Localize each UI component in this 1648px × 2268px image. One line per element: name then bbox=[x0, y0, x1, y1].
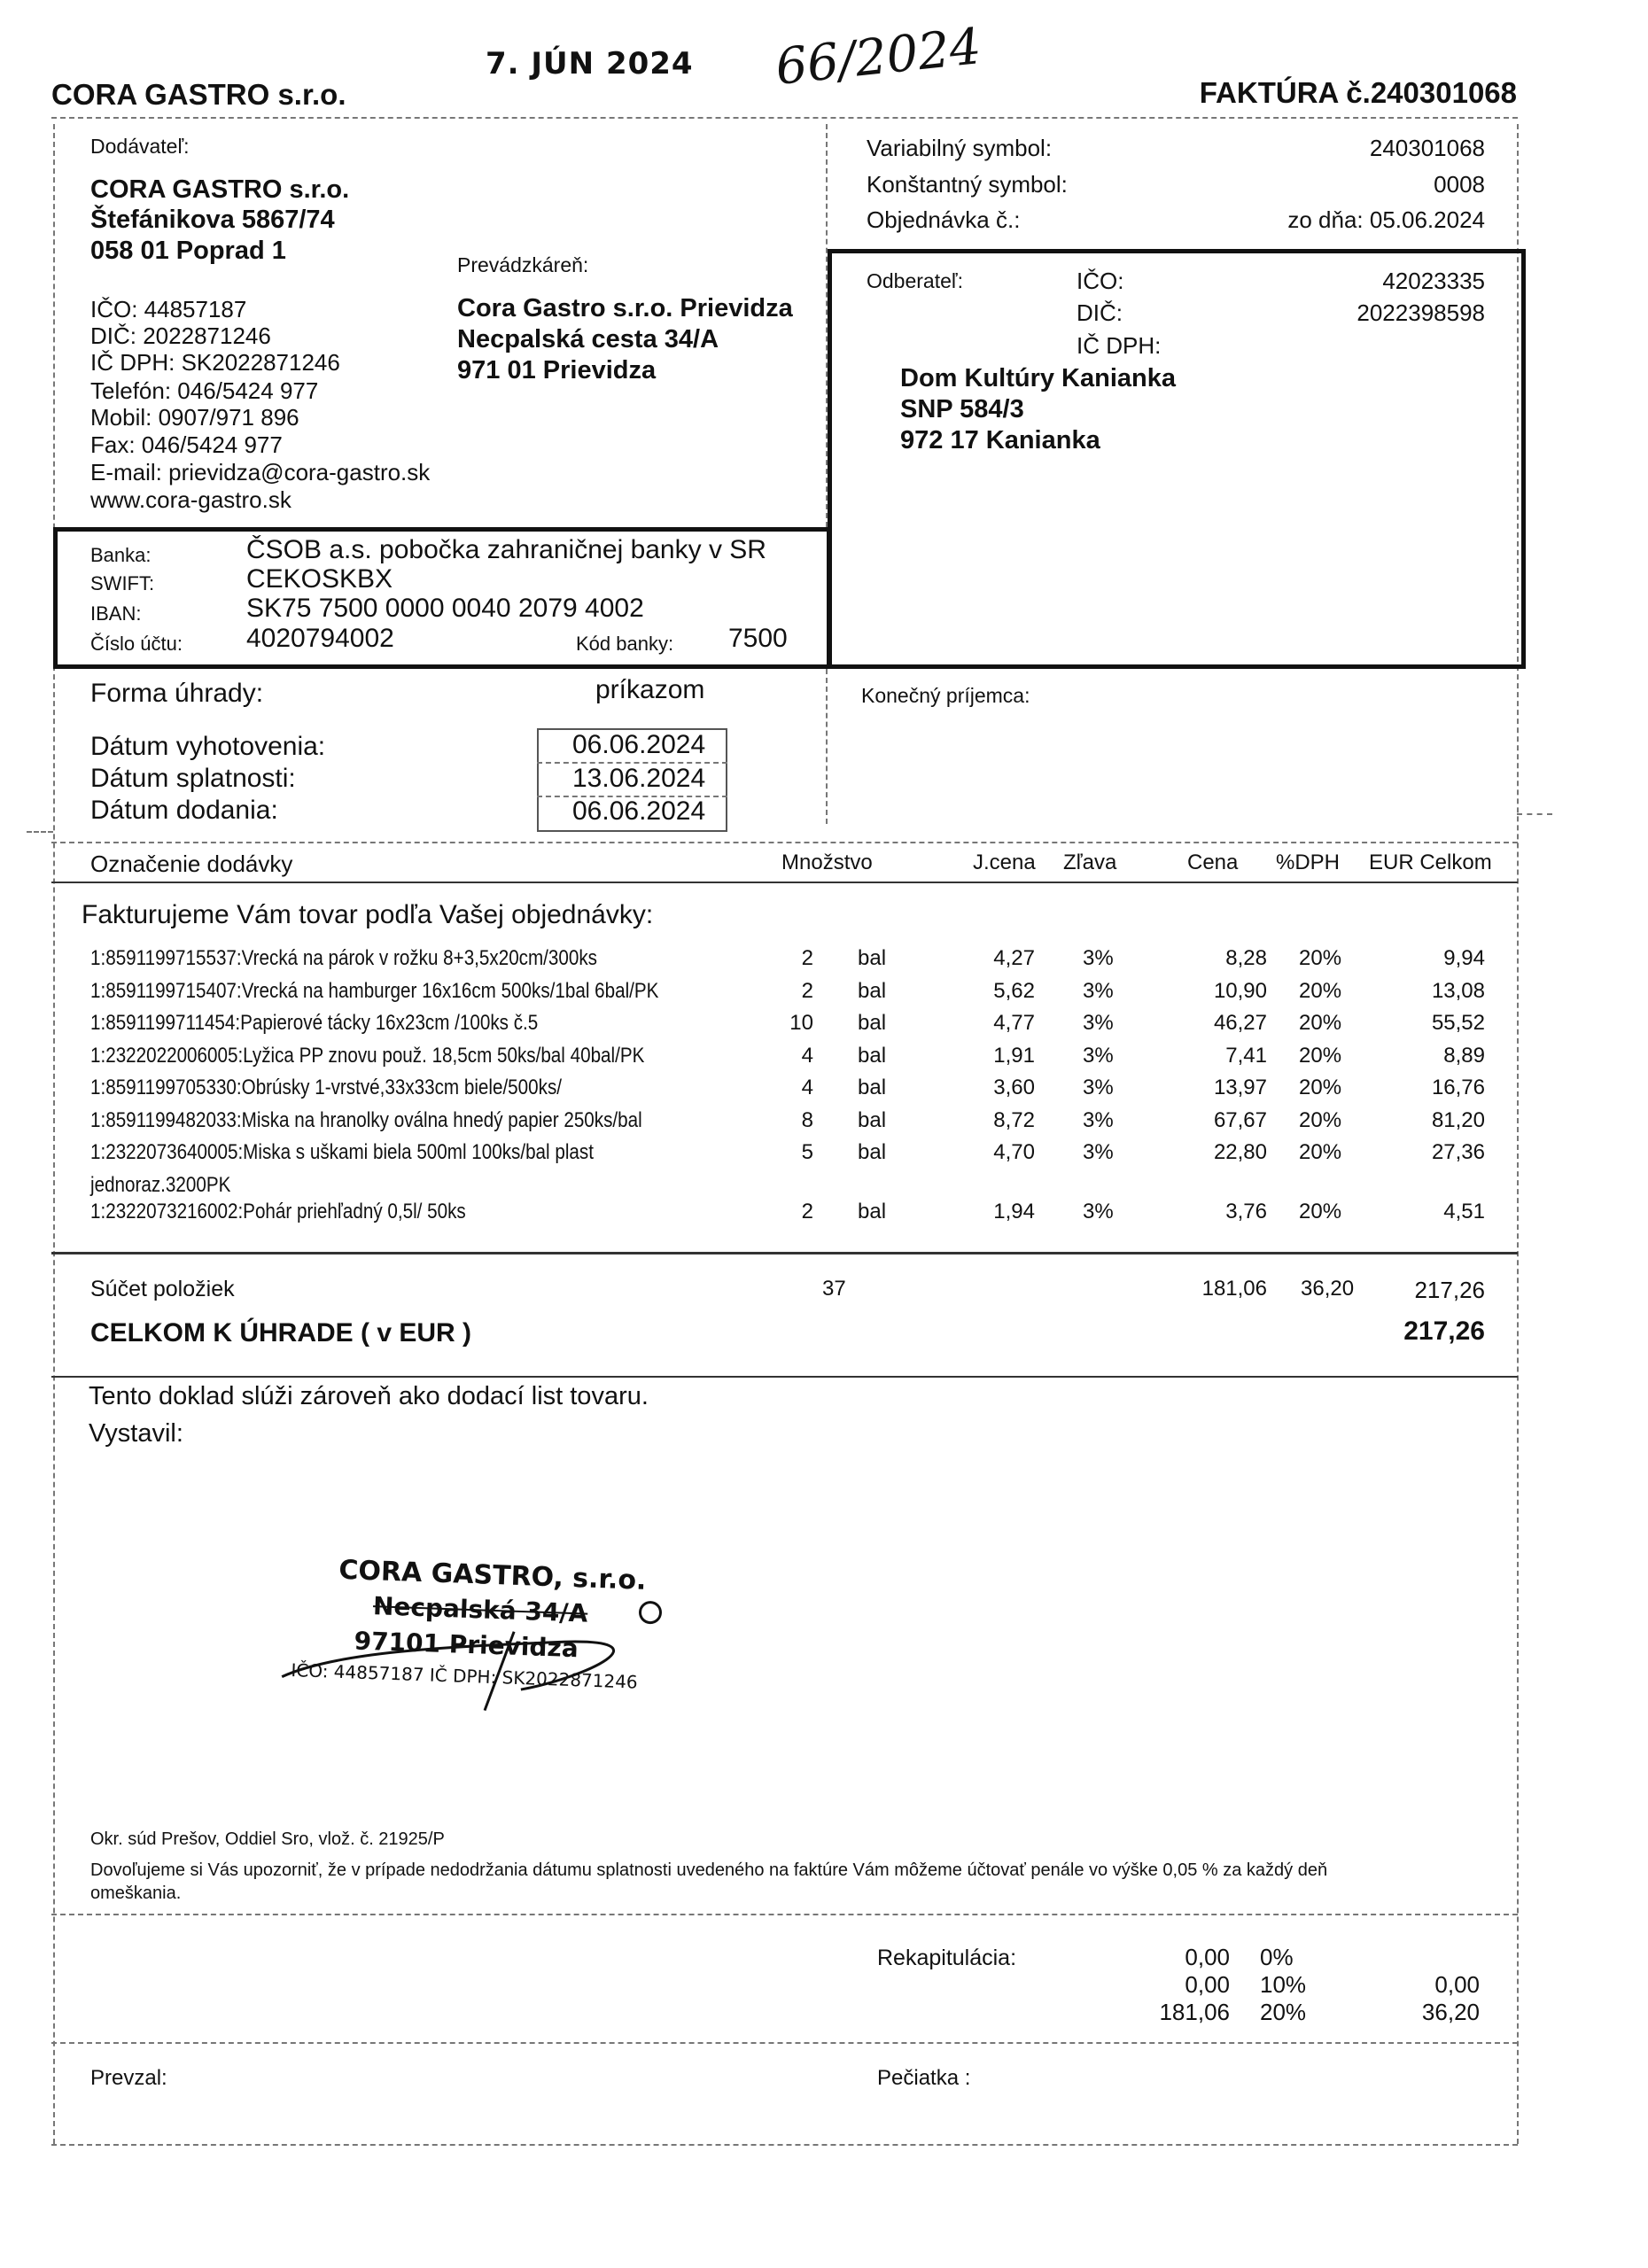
recap-vat: 0,00 bbox=[1434, 1971, 1480, 1998]
table-row bbox=[0, 1011, 1648, 1043]
bank-label: Banka: bbox=[90, 544, 152, 566]
col-price: Cena bbox=[1187, 850, 1239, 874]
col-discount: Zľava bbox=[1063, 850, 1117, 874]
recap-rate: 10% bbox=[1260, 1971, 1307, 1998]
item-quantity: 2 bbox=[801, 978, 813, 1003]
recap-base: 0,00 bbox=[1185, 1944, 1230, 1970]
item-description: 1:8591199705330:Obrúsky 1-vrstvé,33x33cm biele/500ks/ bbox=[90, 1076, 563, 1099]
sum-quantity: 37 bbox=[822, 1277, 846, 1301]
customer-icdph-label: IČ DPH: bbox=[1077, 332, 1162, 359]
recap-rate: 0% bbox=[1260, 1944, 1294, 1970]
customer-label: Odberateľ: bbox=[867, 269, 963, 292]
item-description-continued: jednoraz.3200PK bbox=[90, 1172, 231, 1197]
header-company: CORA GASTRO s.r.o. bbox=[51, 78, 346, 111]
item-unit-price: 1,94 bbox=[993, 1199, 1035, 1223]
item-description: 1:2322022006005:Lyžica PP znovu použ. 18,5cm 50ks/bal 40bal/PK bbox=[90, 1043, 645, 1068]
item-price: 46,27 bbox=[1213, 1011, 1267, 1035]
supplier-dic: DIČ: 2022871246 bbox=[90, 322, 271, 349]
payment-method-label: Forma úhrady: bbox=[90, 679, 264, 708]
item-price: 22,80 bbox=[1213, 1140, 1267, 1164]
item-total: 9,94 bbox=[1443, 946, 1485, 970]
item-vat-rate: 20% bbox=[1299, 978, 1342, 1003]
item-unit: bal bbox=[858, 1043, 887, 1068]
col-unit-price: J.cena bbox=[973, 850, 1036, 874]
recap-row bbox=[0, 1999, 1648, 2031]
item-total: 13,08 bbox=[1431, 978, 1485, 1003]
item-description: 1:2322073216002:Pohár priehľadný 0,5l/ 50ks bbox=[90, 1199, 466, 1223]
supplier-fax: Fax: 046/5424 977 bbox=[90, 431, 283, 458]
recap-base: 181,06 bbox=[1159, 1999, 1230, 2025]
item-quantity: 4 bbox=[801, 1043, 813, 1068]
customer-dic-label: DIČ: bbox=[1077, 299, 1123, 326]
item-total: 27,36 bbox=[1431, 1140, 1485, 1164]
table-row bbox=[0, 979, 1648, 1011]
item-unit: bal bbox=[858, 1199, 887, 1223]
customer-ico-label: IČO: bbox=[1077, 268, 1124, 294]
col-total: EUR Celkom bbox=[1369, 850, 1492, 874]
table-row bbox=[0, 1076, 1648, 1107]
order-label: Objednávka č.: bbox=[867, 206, 1021, 233]
table-intro: Fakturujeme Vám tovar podľa Vašej objednávky: bbox=[82, 900, 654, 929]
grand-total-value: 217,26 bbox=[1403, 1317, 1485, 1346]
signature-icon bbox=[263, 1543, 676, 1726]
customer-ico-value: 42023335 bbox=[1382, 268, 1485, 294]
item-unit-price: 4,77 bbox=[993, 1011, 1035, 1035]
supplier-mobile: Mobil: 0907/971 896 bbox=[90, 404, 299, 431]
invoice-title: FAKTÚRA č.240301068 bbox=[1199, 76, 1517, 109]
company-stamp bbox=[263, 1543, 676, 1726]
item-quantity: 5 bbox=[801, 1140, 813, 1164]
stamp-street: Necpalská 34/A bbox=[372, 1591, 588, 1628]
item-unit-price: 8,72 bbox=[993, 1107, 1035, 1132]
item-total: 4,51 bbox=[1443, 1199, 1485, 1223]
item-price: 3,76 bbox=[1225, 1199, 1267, 1223]
customer-dic-value: 2022398598 bbox=[1356, 299, 1485, 326]
constant-symbol-label: Konštantný symbol: bbox=[867, 171, 1068, 198]
item-vat-rate: 20% bbox=[1299, 1199, 1342, 1223]
payment-method-value: príkazom bbox=[595, 675, 705, 704]
customer-name: Dom Kultúry Kanianka bbox=[900, 364, 1176, 392]
item-quantity: 10 bbox=[789, 1011, 813, 1035]
item-discount: 3% bbox=[1083, 1011, 1114, 1035]
item-unit: bal bbox=[858, 946, 887, 970]
variable-symbol-label: Variabilný symbol: bbox=[867, 135, 1053, 161]
issue-date-label: Dátum vyhotovenia: bbox=[90, 732, 326, 761]
item-unit-price: 4,70 bbox=[993, 1140, 1035, 1164]
iban-value: SK75 7500 0000 0040 2079 4002 bbox=[246, 594, 644, 623]
item-quantity: 4 bbox=[801, 1076, 813, 1099]
item-discount: 3% bbox=[1083, 1107, 1114, 1132]
court-registration: Okr. súd Prešov, Oddiel Sro, vlož. č. 21925/P bbox=[90, 1829, 445, 1849]
recap-vat: 36,20 bbox=[1421, 1999, 1480, 2025]
item-vat-rate: 20% bbox=[1299, 1076, 1342, 1099]
item-unit: bal bbox=[858, 978, 887, 1003]
branch-label: Prevádzkáreň: bbox=[457, 253, 589, 276]
swift-value: CEKOSKBX bbox=[246, 564, 393, 594]
sum-total: 217,26 bbox=[1414, 1277, 1485, 1303]
table-row bbox=[0, 1140, 1648, 1172]
item-description: 1:8591199715407:Vrecká na hamburger 16x16cm 500ks/1bal 6bal/PK bbox=[90, 978, 659, 1003]
item-vat-rate: 20% bbox=[1299, 1140, 1342, 1164]
item-unit-price: 5,62 bbox=[993, 978, 1035, 1003]
customer-city: 972 17 Kanianka bbox=[900, 426, 1100, 454]
item-discount: 3% bbox=[1083, 1140, 1114, 1164]
item-total: 8,89 bbox=[1443, 1043, 1485, 1068]
branch-street: Necpalská cesta 34/A bbox=[457, 325, 719, 353]
final-recipient-label: Konečný príjemca: bbox=[861, 684, 1030, 707]
item-quantity: 8 bbox=[801, 1107, 813, 1132]
item-discount: 3% bbox=[1083, 978, 1114, 1003]
item-unit: bal bbox=[858, 1140, 887, 1164]
item-description: 1:2322073640005:Miska s uškami biela 500ml 100ks/bal plast bbox=[90, 1140, 594, 1164]
col-description: Označenie dodávky bbox=[90, 850, 293, 877]
item-description: 1:8591199715537:Vrecká na párok v rožku 8+3,5x20cm/300ks bbox=[90, 946, 597, 970]
supplier-ico: IČO: 44857187 bbox=[90, 296, 247, 322]
item-total: 16,76 bbox=[1431, 1076, 1485, 1099]
item-discount: 3% bbox=[1083, 1043, 1114, 1068]
branch-city: 971 01 Prievidza bbox=[457, 356, 657, 384]
sum-label: Súčet položiek bbox=[90, 1277, 235, 1301]
recap-rate: 20% bbox=[1260, 1999, 1307, 2025]
item-unit: bal bbox=[858, 1107, 887, 1132]
stamp-company: CORA GASTRO, s.r.o. bbox=[338, 1554, 648, 1596]
recap-base: 0,00 bbox=[1185, 1971, 1230, 1998]
grand-total-label: CELKOM K ÚHRADE ( v EUR ) bbox=[90, 1318, 472, 1348]
bank-code-value: 7500 bbox=[728, 624, 788, 653]
sum-row bbox=[0, 1277, 1648, 1309]
item-description: 1:8591199482033:Miska na hranolky oválna hnedý papier 250ks/bal bbox=[90, 1107, 642, 1132]
table-row bbox=[0, 946, 1648, 978]
swift-label: SWIFT: bbox=[90, 572, 155, 594]
col-quantity: Množstvo bbox=[781, 850, 873, 874]
item-discount: 3% bbox=[1083, 946, 1114, 970]
delivery-date-label: Dátum dodania: bbox=[90, 796, 278, 825]
supplier-name: CORA GASTRO s.r.o. bbox=[90, 175, 350, 204]
item-total: 55,52 bbox=[1431, 1011, 1485, 1035]
delivery-date-value: 06.06.2024 bbox=[572, 796, 706, 826]
item-quantity: 2 bbox=[801, 946, 813, 970]
item-description: 1:8591199711454:Papierové tácky 16x23cm /100ks č.5 bbox=[90, 1011, 539, 1035]
penalty-note: Dovoľujeme si Vás upozorniť, že v prípade nedodržania dátumu splatnosti uvedeného na faktúre Vám môžeme účtovať penále vo výške 0,05 % za každý deň bbox=[90, 1860, 1328, 1880]
supplier-label: Dodávateľ: bbox=[90, 135, 190, 158]
constant-symbol-value: 0008 bbox=[1434, 171, 1485, 198]
item-unit: bal bbox=[858, 1011, 887, 1035]
supplier-web: www.cora-gastro.sk bbox=[90, 486, 292, 513]
received-date-stamp: 7. JÚN 2024 bbox=[486, 46, 694, 82]
seal-label: Pečiatka : bbox=[877, 2066, 971, 2090]
item-discount: 3% bbox=[1083, 1076, 1114, 1099]
col-vat: %DPH bbox=[1276, 850, 1341, 874]
item-vat-rate: 20% bbox=[1299, 1011, 1342, 1035]
item-price: 7,41 bbox=[1225, 1043, 1267, 1068]
supplier-icdph: IČ DPH: SK2022871246 bbox=[90, 349, 340, 376]
supplier-phone: Telefón: 046/5424 977 bbox=[90, 377, 319, 404]
stamp-ids: IČO: 44857187 IČ DPH: SK2022871246 bbox=[291, 1658, 639, 1693]
account-label: Číslo účtu: bbox=[90, 633, 183, 655]
item-price: 8,28 bbox=[1225, 946, 1267, 970]
table-row bbox=[0, 1108, 1648, 1140]
supplier-street: Štefánikova 5867/74 bbox=[90, 206, 335, 234]
issued-by-label: Vystavil: bbox=[89, 1419, 183, 1448]
recap-label: Rekapitulácia: bbox=[877, 1946, 1017, 1970]
table-row bbox=[0, 1200, 1648, 1231]
table-row bbox=[0, 1044, 1648, 1076]
received-by-label: Prevzal: bbox=[90, 2066, 167, 2090]
item-unit-price: 1,91 bbox=[993, 1043, 1035, 1068]
iban-label: IBAN: bbox=[90, 602, 142, 625]
stamp-city: 97101 Prievidza bbox=[354, 1626, 579, 1664]
item-unit-price: 3,60 bbox=[993, 1076, 1035, 1099]
item-vat-rate: 20% bbox=[1299, 1107, 1342, 1132]
bank-value: ČSOB a.s. pobočka zahraničnej banky v SR bbox=[246, 535, 766, 564]
item-discount: 3% bbox=[1083, 1199, 1114, 1223]
supplier-email: E-mail: prievidza@cora-gastro.sk bbox=[90, 459, 431, 485]
customer-street: SNP 584/3 bbox=[900, 395, 1024, 423]
order-date: zo dňa: 05.06.2024 bbox=[1287, 206, 1485, 233]
branch-name: Cora Gastro s.r.o. Prievidza bbox=[457, 294, 793, 322]
supplier-city: 058 01 Poprad 1 bbox=[90, 237, 286, 265]
item-total: 81,20 bbox=[1431, 1107, 1485, 1132]
item-quantity: 2 bbox=[801, 1199, 813, 1223]
item-vat-rate: 20% bbox=[1299, 946, 1342, 970]
issue-date-value: 06.06.2024 bbox=[572, 730, 706, 759]
penalty-note-continued: omeškania. bbox=[90, 1884, 182, 1903]
due-date-label: Dátum splatnosti: bbox=[90, 764, 296, 793]
item-price: 67,67 bbox=[1213, 1107, 1267, 1132]
item-price: 10,90 bbox=[1213, 978, 1267, 1003]
sum-price: 181,06 bbox=[1201, 1277, 1267, 1301]
variable-symbol-value: 240301068 bbox=[1369, 135, 1485, 161]
item-vat-rate: 20% bbox=[1299, 1043, 1342, 1068]
handwritten-reference: 66/2024 bbox=[773, 18, 984, 97]
item-unit-price: 4,27 bbox=[993, 946, 1035, 970]
table-header bbox=[0, 850, 1648, 882]
sum-vat: 36,20 bbox=[1301, 1277, 1355, 1301]
item-unit: bal bbox=[858, 1076, 887, 1099]
account-value: 4020794002 bbox=[246, 624, 394, 653]
item-price: 13,97 bbox=[1213, 1076, 1267, 1099]
delivery-note: Tento doklad slúži zároveň ako dodací list tovaru. bbox=[89, 1382, 649, 1410]
due-date-value: 13.06.2024 bbox=[572, 764, 706, 793]
bank-code-label: Kód banky: bbox=[576, 633, 674, 655]
